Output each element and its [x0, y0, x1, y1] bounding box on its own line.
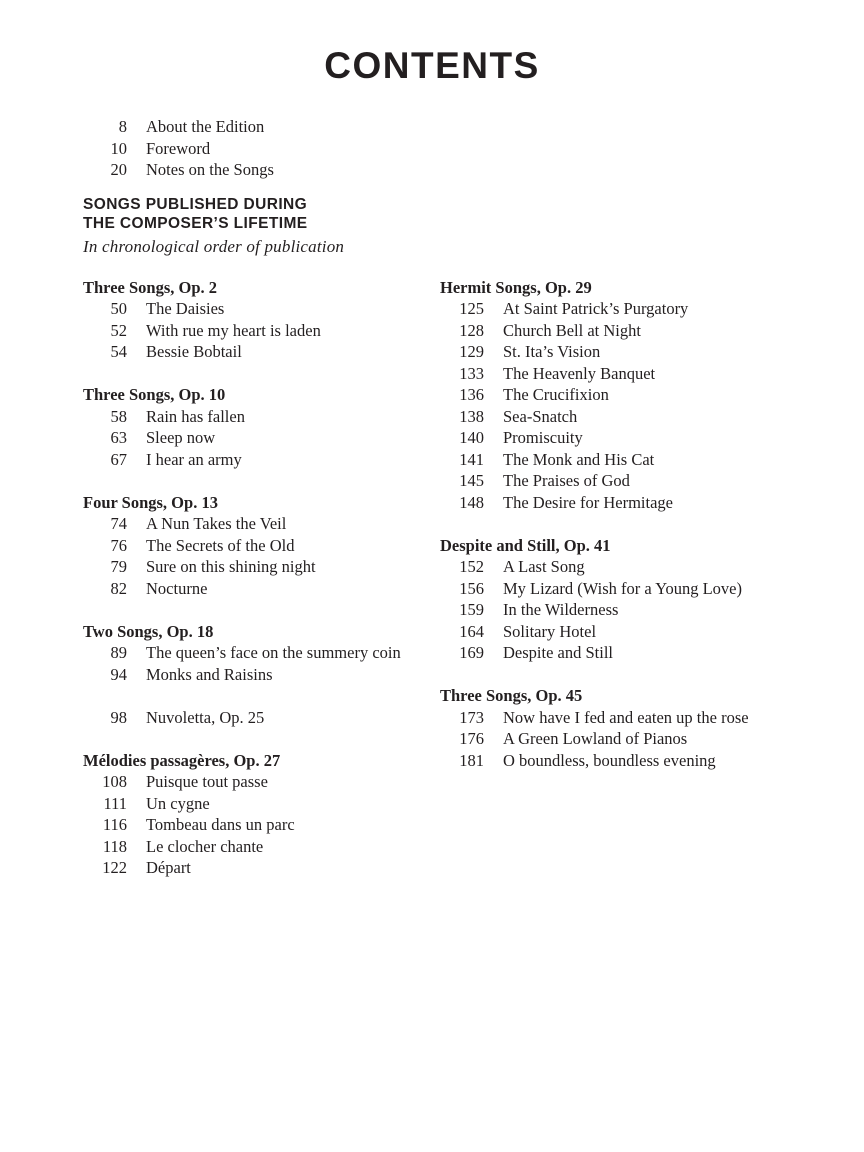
- toc-entry: [83, 857, 440, 879]
- toc-entry-page-number: 169: [459, 643, 484, 662]
- toc-entry: [83, 513, 440, 535]
- toc-entry-title: About the Edition: [146, 117, 265, 136]
- toc-entry-page-number: 52: [110, 320, 127, 340]
- toc-entry-page-number: 94: [110, 664, 127, 684]
- toc-entry: [83, 578, 440, 600]
- toc-entry-page-number: 8: [118, 117, 127, 136]
- toc-entry-title: The Praises of God: [503, 471, 630, 490]
- toc-entry-title: The Monk and His Cat: [503, 449, 655, 469]
- song-group: [440, 535, 804, 664]
- toc-entry: [83, 138, 804, 160]
- section-heading-line2: THE COMPOSER’S LIFETIME: [83, 214, 308, 232]
- toc-entry-title: Nocturne: [146, 578, 208, 598]
- song-group: [83, 621, 440, 686]
- toc-entry-title: Despite and Still: [503, 643, 613, 662]
- section-subtitle: In chronological order of publication: [83, 236, 345, 256]
- toc-entry-title: The Daisies: [146, 299, 225, 318]
- toc-entry-page-number: 145: [459, 471, 484, 490]
- song-group-heading: Three Songs, Op. 45: [440, 686, 583, 705]
- toc-entry: [83, 320, 440, 342]
- toc-entry: [440, 642, 804, 664]
- toc-entry: [440, 578, 804, 600]
- song-group-heading: Two Songs, Op. 18: [83, 621, 214, 641]
- toc-entry-page-number: 133: [459, 363, 484, 383]
- toc-entry: [83, 642, 440, 664]
- song-group: [440, 685, 804, 771]
- toc-entry-title: Foreword: [146, 138, 211, 158]
- toc-entry-page-number: 136: [459, 385, 484, 404]
- toc-entry-title: Sleep now: [146, 428, 216, 447]
- toc-entry-title: Monks and Raisins: [146, 664, 273, 684]
- toc-entry-title: A Last Song: [503, 557, 585, 576]
- toc-entry-title: I hear an army: [146, 449, 242, 469]
- toc-column-left: [83, 277, 440, 879]
- song-group-entries: [83, 642, 440, 685]
- toc-entry-page-number: 122: [102, 858, 127, 877]
- toc-entry: [83, 341, 440, 363]
- toc-entry-title: A Green Lowland of Pianos: [503, 729, 688, 748]
- song-group-entries: [83, 771, 440, 879]
- toc-entry-page-number: 140: [459, 428, 484, 447]
- song-group-entries: [440, 298, 804, 513]
- toc-entry-page-number: 164: [459, 621, 484, 641]
- toc-entry: [83, 159, 804, 181]
- toc-entry-title: The Secrets of the Old: [146, 535, 295, 555]
- toc-entry-page-number: 10: [110, 138, 127, 158]
- song-group-heading: Despite and Still, Op. 41: [440, 535, 611, 555]
- song-group-entries: [83, 707, 440, 729]
- toc-entry-page-number: 79: [110, 557, 127, 576]
- toc-entry-page-number: 118: [102, 836, 127, 856]
- toc-entry: [83, 771, 440, 793]
- song-group-heading: Hermit Songs, Op. 29: [440, 277, 592, 297]
- section-heading: [83, 195, 804, 233]
- toc-entry: [83, 535, 440, 557]
- toc-entry: [440, 470, 804, 492]
- toc-entry: [440, 363, 804, 385]
- toc-entry: [83, 427, 440, 449]
- toc-entry-title: Notes on the Songs: [146, 160, 274, 179]
- toc-entry-page-number: 129: [459, 342, 484, 361]
- toc-entry-title: Puisque tout passe: [146, 772, 268, 791]
- toc-entry: [440, 406, 804, 428]
- song-group: [83, 492, 440, 600]
- toc-entry-title: Bessie Bobtail: [146, 342, 242, 361]
- toc-entry-page-number: 128: [459, 320, 484, 340]
- toc-entry-page-number: 58: [110, 406, 127, 426]
- toc-entry: [440, 298, 804, 320]
- song-group-heading: Three Songs, Op. 2: [83, 277, 218, 297]
- song-group: [83, 707, 440, 729]
- toc-entry-title: Sure on this shining night: [146, 557, 316, 576]
- toc-entry-page-number: 181: [459, 750, 484, 770]
- toc-entry: [440, 599, 804, 621]
- toc-entry-page-number: 76: [110, 535, 127, 555]
- toc-entry-title: Church Bell at Night: [503, 320, 641, 340]
- toc-entry: [83, 814, 440, 836]
- toc-entry: [440, 621, 804, 643]
- toc-entry: [440, 556, 804, 578]
- song-group-heading: Mélodies passagères, Op. 27: [83, 750, 281, 770]
- toc-entry-page-number: 98: [110, 707, 127, 727]
- toc-entry: [440, 449, 804, 471]
- toc-entry-page-number: 63: [110, 428, 127, 447]
- toc-entry-title: Solitary Hotel: [503, 621, 597, 641]
- toc-entry: [440, 384, 804, 406]
- toc-entry-page-number: 156: [459, 578, 484, 598]
- toc-entry-page-number: 116: [102, 815, 127, 834]
- song-group: [440, 277, 804, 514]
- toc-entry-page-number: 67: [110, 449, 127, 469]
- toc-entry-page-number: 125: [459, 299, 484, 318]
- song-group: [83, 750, 440, 879]
- toc-entry-title: The queen’s face on the summery coin: [146, 643, 401, 662]
- section-heading-line1: SONGS PUBLISHED DURING: [83, 195, 308, 213]
- toc-entry-page-number: 138: [459, 406, 484, 426]
- song-group-entries: [83, 513, 440, 599]
- song-group-entries: [83, 406, 440, 471]
- toc-entry-page-number: 141: [459, 449, 484, 469]
- toc-entry-title: Départ: [146, 858, 191, 877]
- toc-column-right: [440, 277, 804, 772]
- toc-entry-title: A Nun Takes the Veil: [146, 514, 287, 533]
- toc-entry-page-number: 74: [110, 514, 127, 533]
- toc-entry-page-number: 89: [110, 643, 127, 662]
- toc-entry-title: Le clocher chante: [146, 836, 264, 856]
- toc-entry-page-number: 108: [102, 772, 127, 791]
- toc-entry: [440, 320, 804, 342]
- toc-entry-title: Tombeau dans un parc: [146, 815, 295, 834]
- song-group: [83, 384, 440, 470]
- toc-entry-title: Un cygne: [146, 793, 210, 813]
- toc-entry: [83, 116, 804, 138]
- toc-entry-title: Now have I fed and eaten up the rose: [503, 707, 749, 727]
- toc-entry-page-number: 176: [459, 729, 484, 748]
- toc-entry: [83, 298, 440, 320]
- toc-entry-title: Promiscuity: [503, 428, 583, 447]
- toc-entry: [440, 707, 804, 729]
- toc-entry-title: O boundless, boundless evening: [503, 750, 716, 770]
- toc-entry: [440, 341, 804, 363]
- toc-entry-title: Rain has fallen: [146, 406, 245, 426]
- toc-entry: [83, 664, 440, 686]
- toc-entry: [440, 750, 804, 772]
- toc-entry-page-number: 50: [110, 299, 127, 318]
- toc-columns: [83, 277, 804, 879]
- toc-entry: [83, 556, 440, 578]
- toc-entry-title: St. Ita’s Vision: [503, 342, 601, 361]
- toc-entry-title: Sea-Snatch: [503, 406, 578, 426]
- toc-entry-title: The Desire for Hermitage: [503, 492, 673, 512]
- toc-entry-page-number: 20: [110, 160, 127, 179]
- toc-entry-title: At Saint Patrick’s Purgatory: [503, 299, 689, 318]
- toc-entry-page-number: 111: [103, 793, 127, 813]
- song-group-heading: Four Songs, Op. 13: [83, 492, 218, 512]
- toc-entry-page-number: 152: [459, 557, 484, 576]
- toc-entry: [83, 406, 440, 428]
- toc-entry-title: Nuvoletta, Op. 25: [146, 707, 265, 727]
- front-matter-list: [83, 116, 804, 181]
- song-group-entries: [440, 556, 804, 664]
- toc-entry-page-number: 54: [110, 342, 127, 361]
- toc-entry-page-number: 82: [110, 578, 127, 598]
- toc-entry-title: The Heavenly Banquet: [503, 363, 656, 383]
- toc-entry: [83, 836, 440, 858]
- song-group-entries: [83, 298, 440, 363]
- page-title: CONTENTS: [324, 45, 540, 86]
- toc-entry: [440, 728, 804, 750]
- toc-entry-title: In the Wilderness: [503, 600, 619, 619]
- song-group-heading: Three Songs, Op. 10: [83, 385, 226, 404]
- toc-entry: [83, 793, 440, 815]
- toc-entry-page-number: 173: [459, 707, 484, 727]
- toc-entry: [83, 707, 440, 729]
- song-group: [83, 277, 440, 363]
- toc-entry-page-number: 148: [459, 492, 484, 512]
- toc-entry-title: My Lizard (Wish for a Young Love): [503, 578, 743, 598]
- toc-entry-title: The Crucifixion: [503, 385, 609, 404]
- song-group-entries: [440, 707, 804, 772]
- toc-entry: [83, 449, 440, 471]
- toc-entry-page-number: 159: [459, 600, 484, 619]
- toc-entry: [440, 427, 804, 449]
- toc-entry-title: With rue my heart is laden: [146, 320, 321, 340]
- toc-entry: [440, 492, 804, 514]
